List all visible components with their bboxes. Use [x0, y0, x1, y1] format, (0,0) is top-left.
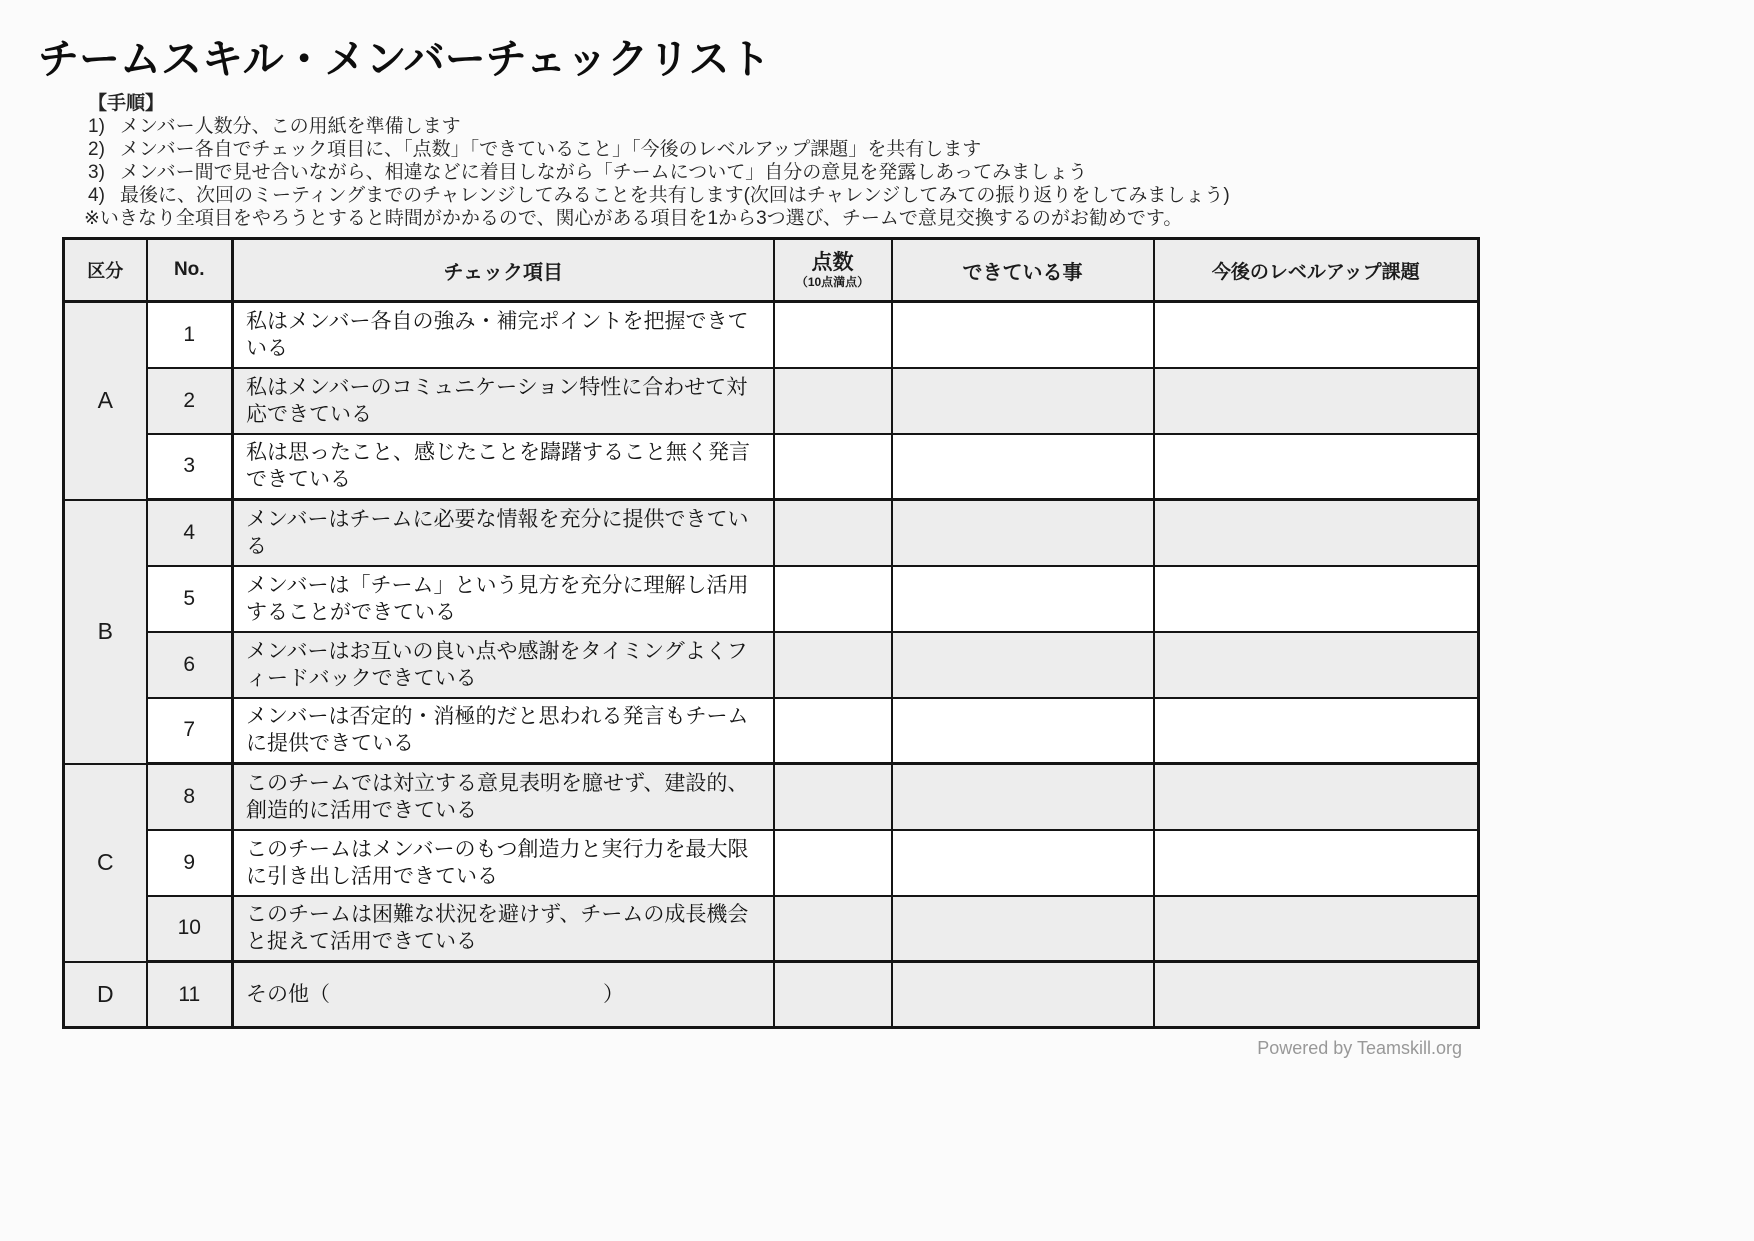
done-cell — [892, 896, 1154, 962]
challenge-cell — [1154, 368, 1479, 434]
step-number: 3) — [88, 162, 105, 183]
score-cell — [774, 434, 892, 500]
done-cell — [892, 302, 1154, 368]
done-cell — [892, 764, 1154, 830]
done-cell — [892, 962, 1154, 1028]
score-cell — [774, 698, 892, 764]
row-number-cell: 5 — [147, 566, 233, 632]
step-text: 最後に、次回のミーティングまでのチャレンジしてみることを共有します(次回はチャレンジしてみての振り返りをしてみましょう) — [120, 185, 1230, 206]
check-item-cell: このチームはメンバーのもつ創造力と実行力を最大限に引き出し活用できている — [233, 830, 774, 896]
check-item-cell: その他（ ） — [233, 962, 774, 1028]
table-row — [64, 764, 1479, 830]
table-row — [64, 302, 1479, 368]
header-cell-score — [774, 239, 892, 302]
footer-credit: Powered by Teamskill.org — [1257, 1038, 1462, 1058]
check-item-cell: 私はメンバー各自の強み・補完ポイントを把握できている — [233, 302, 774, 368]
done-cell — [892, 434, 1154, 500]
challenge-cell — [1154, 830, 1479, 896]
row-number-cell: 6 — [147, 632, 233, 698]
table-row — [64, 830, 1479, 896]
row-number-cell: 11 — [147, 962, 233, 1028]
score-cell — [774, 302, 892, 368]
row-number-cell: 2 — [147, 368, 233, 434]
instruction-step — [88, 184, 1688, 207]
step-text: メンバー各自でチェック項目に、「点数」「できていること」「今後のレベルアップ課題」を共有します — [120, 139, 982, 160]
score-cell — [774, 896, 892, 962]
score-cell — [774, 566, 892, 632]
score-cell — [774, 632, 892, 698]
done-cell — [892, 632, 1154, 698]
check-item-cell: メンバーはチームに必要な情報を充分に提供できている — [233, 500, 774, 566]
instructions-heading: 【手順】 — [88, 93, 165, 114]
check-item-cell: このチームは困難な状況を避けず、チームの成長機会と捉えて活用できている — [233, 896, 774, 962]
challenge-cell — [1154, 764, 1479, 830]
table-row — [64, 896, 1479, 962]
row-number-cell: 3 — [147, 434, 233, 500]
challenge-cell — [1154, 896, 1479, 962]
instructions-block — [84, 92, 1688, 230]
table-row — [64, 632, 1479, 698]
challenge-cell — [1154, 500, 1479, 566]
row-number-cell: 7 — [147, 698, 233, 764]
category-cell: A — [64, 302, 147, 500]
challenge-cell — [1154, 962, 1479, 1028]
step-number: 1) — [88, 116, 105, 137]
instruction-step — [88, 115, 1688, 138]
table-row — [64, 500, 1479, 566]
checklist-table-body — [64, 302, 1479, 1028]
challenge-cell — [1154, 434, 1479, 500]
step-number: 2) — [88, 139, 105, 160]
instruction-steps — [88, 115, 1688, 207]
table-row — [64, 434, 1479, 500]
score-cell — [774, 962, 892, 1028]
score-cell — [774, 764, 892, 830]
row-number-cell: 4 — [147, 500, 233, 566]
check-item-cell: このチームでは対立する意見表明を臆せず、建設的、創造的に活用できている — [233, 764, 774, 830]
table-row — [64, 566, 1479, 632]
table-row — [64, 962, 1479, 1028]
instruction-step — [88, 138, 1688, 161]
challenge-cell — [1154, 566, 1479, 632]
instruction-step — [88, 161, 1688, 184]
step-text: メンバー間で見せ合いながら、相違などに着目しながら「チームについて」自分の意見を発露しあってみましょう — [120, 162, 1088, 183]
score-cell — [774, 830, 892, 896]
table-row — [64, 698, 1479, 764]
done-cell — [892, 566, 1154, 632]
score-cell — [774, 500, 892, 566]
header-cell-category: 区分 — [64, 239, 147, 302]
category-cell: B — [64, 500, 147, 764]
step-text: メンバー人数分、この用紙を準備します — [120, 116, 461, 137]
challenge-cell — [1154, 698, 1479, 764]
table-row — [64, 368, 1479, 434]
score-header-label: 点数 — [811, 251, 854, 274]
header-row — [64, 239, 1479, 302]
done-cell — [892, 500, 1154, 566]
check-item-cell: 私はメンバーのコミュニケーション特性に合わせて対応できている — [233, 368, 774, 434]
challenge-cell — [1154, 302, 1479, 368]
category-cell: C — [64, 764, 147, 962]
header-cell-done: できている事 — [892, 239, 1154, 302]
category-cell: D — [64, 962, 147, 1028]
header-cell-item: チェック項目 — [233, 239, 774, 302]
done-cell — [892, 368, 1154, 434]
check-item-cell: メンバーは否定的・消極的だと思われる発言もチームに提供できている — [233, 698, 774, 764]
challenge-cell — [1154, 632, 1479, 698]
checklist-table — [62, 237, 1480, 1029]
row-number-cell: 8 — [147, 764, 233, 830]
checklist-table-header — [64, 239, 1479, 302]
step-number: 4) — [88, 185, 105, 206]
score-cell — [774, 368, 892, 434]
done-cell — [892, 830, 1154, 896]
row-number-cell: 9 — [147, 830, 233, 896]
header-cell-no: No. — [147, 239, 233, 302]
row-number-cell: 1 — [147, 302, 233, 368]
done-cell — [892, 698, 1154, 764]
row-number-cell: 10 — [147, 896, 233, 962]
page-title: チームスキル・メンバーチェックリスト — [38, 36, 771, 82]
check-item-cell: メンバーはお互いの良い点や感謝をタイミングよくフィードバックできている — [233, 632, 774, 698]
check-item-cell: メンバーは「チーム」という見方を充分に理解し活用することができている — [233, 566, 774, 632]
check-item-cell: 私は思ったこと、感じたことを躊躇すること無く発言できている — [233, 434, 774, 500]
instructions-note: ※いきなり全項目をやろうとすると時間がかかるので、関心がある項目を1から3つ選び、チームで意見交換するのがお勧めです。 — [84, 208, 1183, 229]
header-cell-challenge: 今後のレベルアップ課題 — [1154, 239, 1479, 302]
score-header-subtitle: （10点満点） — [795, 275, 870, 289]
